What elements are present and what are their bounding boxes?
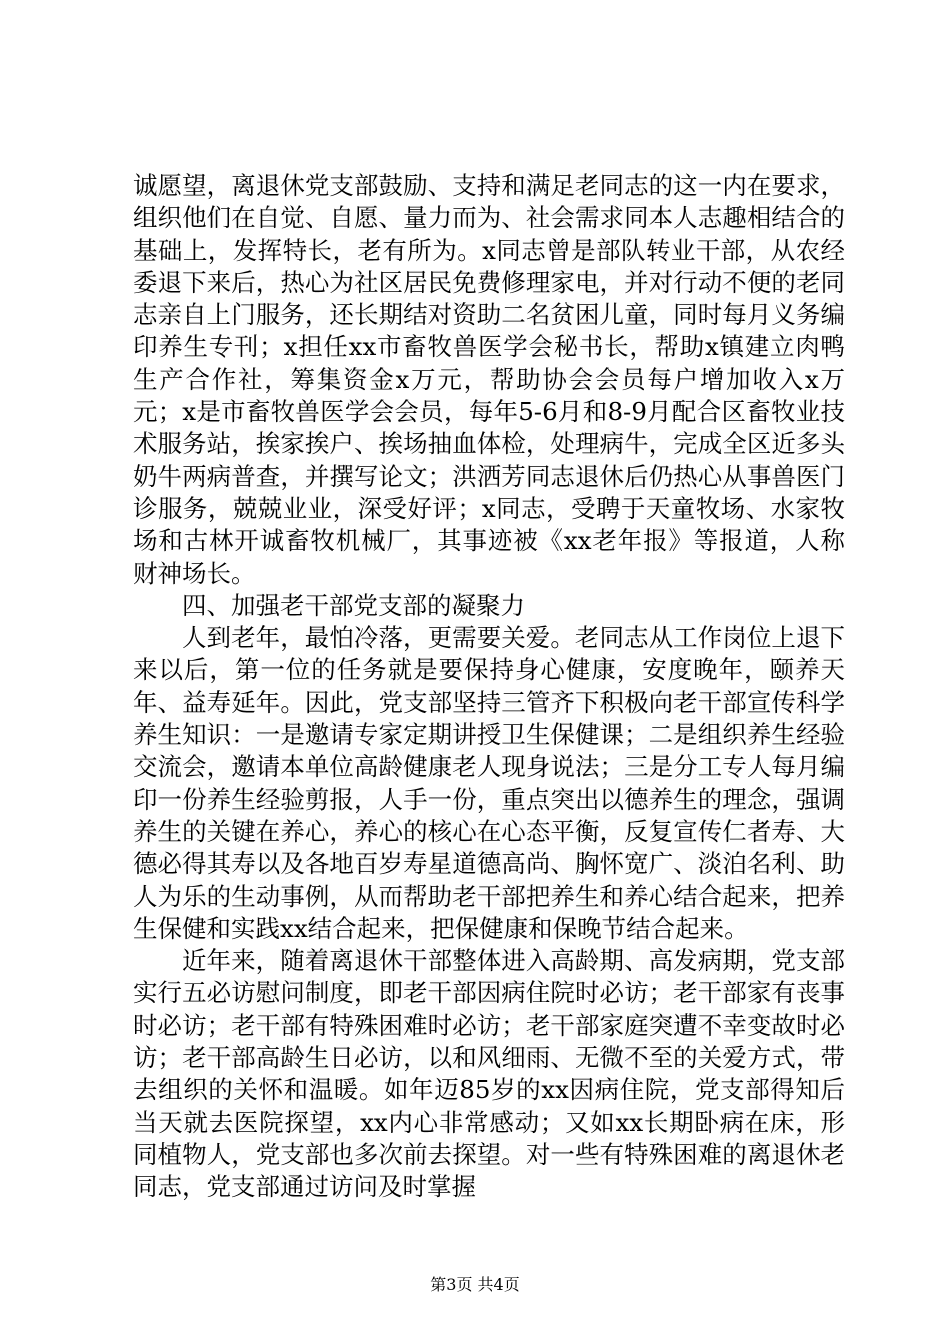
section-heading: 四、加强老干部党支部的凝聚力 (182, 590, 525, 620)
paragraph: 人到老年，最怕冷落，更需要关爱。老同志从工作岗位上退下来以后，第一位的任务就是要保持身心健康，安度晚年，颐养天年、益寿延年。因此，党支部坚持三管齐下积极向老干部宣传科学养生知识：一是邀请专家定期讲授卫生保健课；二是组织养生经验交流会，邀请本单位高龄健康老人现身说法；三是分工专人每月编印一份养生经验剪报，人手一份，重点突出以德养生的理念，强调养生的关键在养心，养心的核心在心态平衡，反复宣传仁者寿、大德必得其寿以及各地百岁寿星道德高尚、胸怀宽广、淡泊名利、助人为乐的生动事例，从而帮助老干部把养生和养心结合起来，把养生保健和实践xx结合起来，把保健康和保晚节结合起来。 (133, 623, 845, 943)
paragraph-continuation: 诚愿望，离退休党支部鼓励、支持和满足老同志的这一内在要求，组织他们在自觉、自愿、量力而为、社会需求同本人志趣相结合的基础上，发挥特长，老有所为。x同志曾是部队转业干部，从农经委退下来后，热心为社区居民免费修理家电，并对行动不便的老同志亲自上门服务，还长期结对资助二名贫困儿童，同时每月义务编印养生专刊；x担任xx市畜牧兽医学会秘书长，帮助x镇建立肉鸭生产合作社，筹集资金x万元，帮助协会会员每户增加收入x万元；x是市畜牧兽医学会会员，每年5-6月和8-9月配合区畜牧业技术服务站，挨家挨户、挨场抽血体检，处理病牛，完成全区近多头奶牛两病普查，并撰写论文；洪洒芳同志退休后仍热心从事兽医门诊服务，兢兢业业，深受好评；x同志，受聘于天童牧场、水家牧场和古林开诚畜牧机械厂，其事迹被《xx老年报》等报道，人称财神场长。 (133, 171, 845, 588)
document-body (133, 170, 845, 1204)
page-footer: 第3页 共4页 (430, 1275, 520, 1294)
paragraph: 近年来，随着离退休干部整体进入高龄期、高发病期，党支部实行五必访慰问制度，即老干部因病住院时必访；老干部家有丧事时必访；老干部有特殊困难时必访；老干部家庭突遭不幸变故时必访；老干部高龄生日必访，以和风细雨、无微不至的关爱方式，带去组织的关怀和温暖。如年迈85岁的xx因病住院，党支部得知后当天就去医院探望，xx内心非常感动；又如xx长期卧病在床，形同植物人，党支部也多次前去探望。对一些有特殊困难的离退休老同志，党支部通过访问及时掌握 (133, 946, 845, 1202)
